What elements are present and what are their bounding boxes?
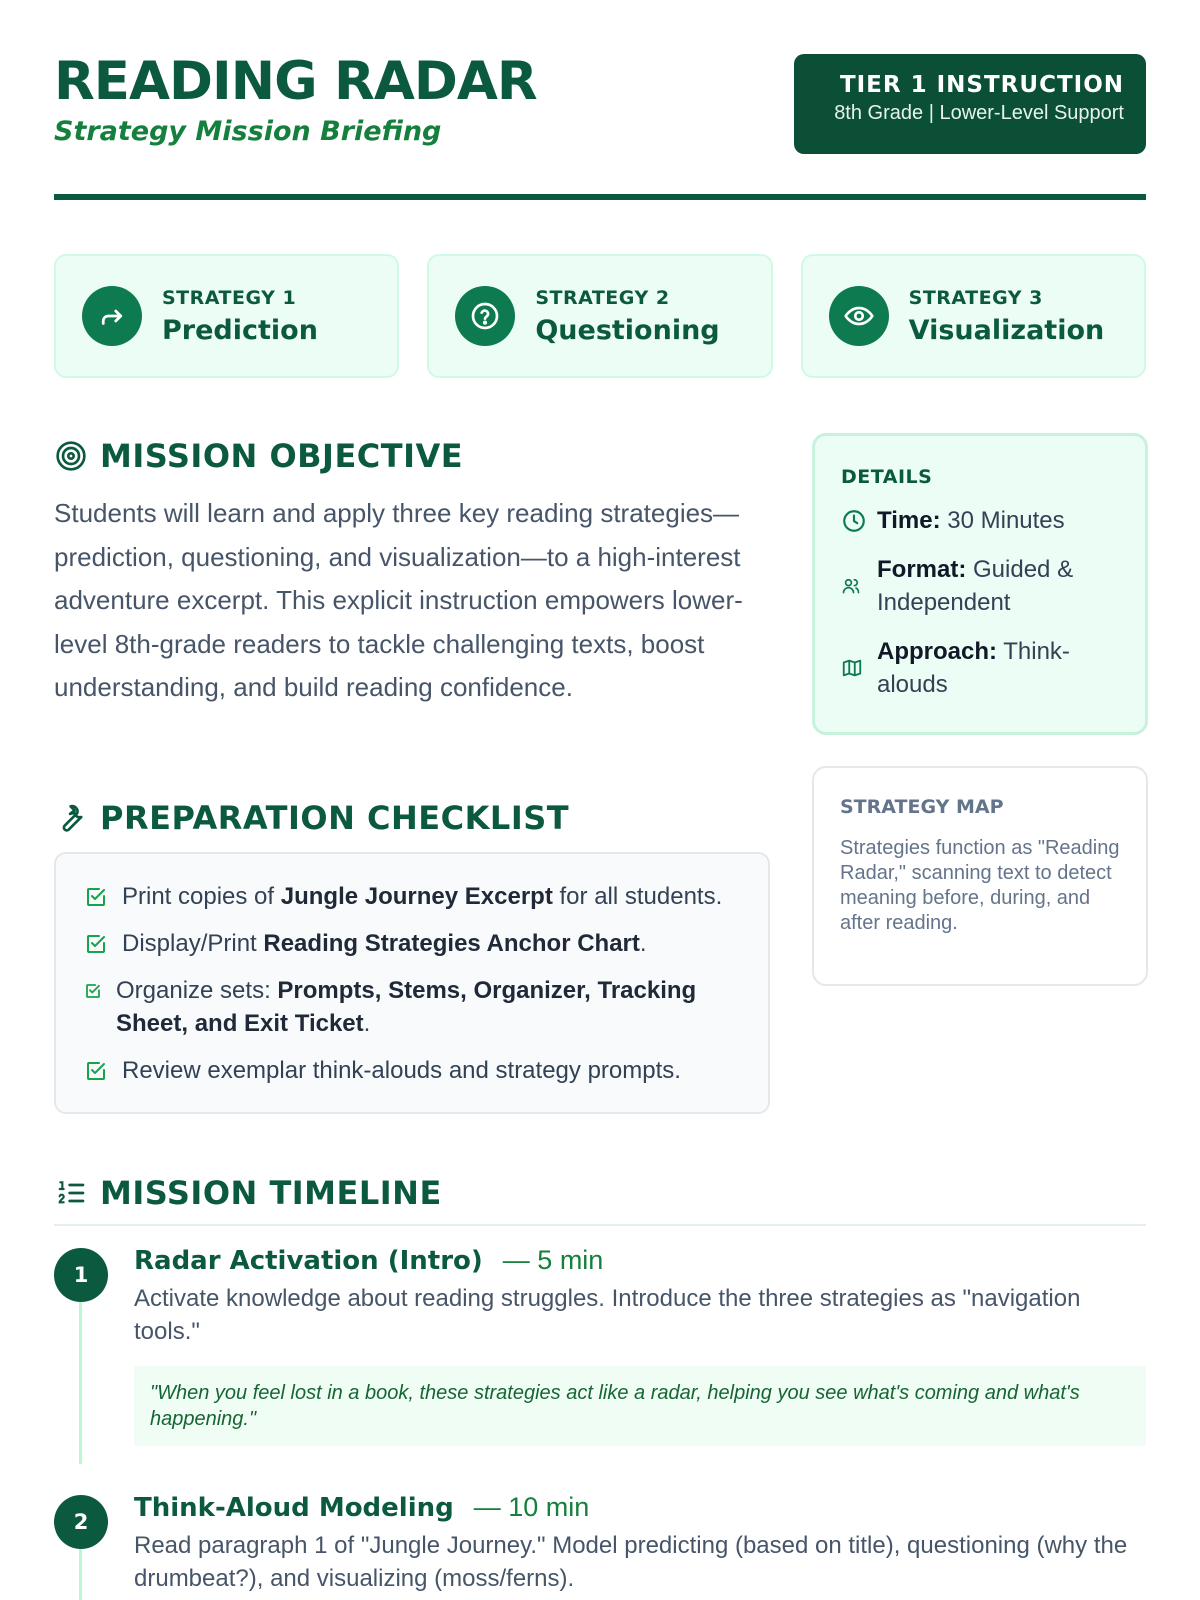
detail-label: Time: — [877, 507, 941, 534]
strategy-name: Prediction — [162, 314, 318, 346]
strategy-card-prediction — [54, 254, 399, 378]
checklist-text: Display/Print — [122, 930, 264, 957]
checklist-text: Print copies of — [122, 883, 281, 910]
checklist-heading — [54, 799, 569, 837]
detail-value: Think-alouds — [877, 638, 1070, 698]
detail-approach — [841, 635, 1123, 701]
strategy-card-visualization — [801, 254, 1146, 378]
numbered-list-icon — [54, 1176, 88, 1210]
checklist-text: Organize sets: — [116, 977, 278, 1004]
strategy-card-questioning — [427, 254, 772, 378]
strategy-name: Visualization — [908, 314, 1105, 346]
detail-format — [841, 553, 1123, 619]
timeline-step-title: Radar Activation (Intro) — [134, 1246, 483, 1276]
timeline-step-number: 2 — [54, 1495, 108, 1549]
checklist-bold: Jungle Journey Excerpt — [280, 883, 553, 910]
strategy-map-card — [812, 766, 1148, 986]
checklist-bold: Prompts, Stems, Organizer, Tracking Sheet, and Exit Ticket — [116, 977, 697, 1037]
timeline-divider — [54, 1224, 1146, 1226]
strategy-kicker: STRATEGY 2 — [535, 286, 670, 309]
timeline-step-number: 1 — [54, 1248, 108, 1302]
checkbox-checked-icon — [84, 1054, 110, 1087]
timeline-step — [134, 1492, 1146, 1595]
detail-label: Approach: — [877, 638, 997, 665]
detail-label: Format: — [877, 556, 967, 583]
checklist-text: . — [639, 930, 647, 957]
timeline-step — [134, 1245, 1146, 1446]
wrench-icon — [54, 801, 88, 835]
strategy-kicker: STRATEGY 1 — [162, 286, 297, 309]
section-title: MISSION OBJECTIVE — [100, 437, 464, 475]
section-title: PREPARATION CHECKLIST — [100, 799, 570, 837]
checklist-text: . — [363, 1010, 371, 1037]
section-title: MISSION TIMELINE — [100, 1174, 442, 1212]
checklist-text: Review exemplar think-alouds and strategy prompts. — [122, 1057, 681, 1084]
details-card — [812, 433, 1148, 735]
checkbox-checked-icon — [84, 927, 110, 960]
timeline-step-title: Think-Aloud Modeling — [134, 1493, 454, 1523]
detail-value: Guided & Independent — [877, 556, 1074, 616]
detail-time — [841, 504, 1123, 537]
eye-icon — [829, 286, 889, 346]
checklist-bold: Reading Strategies Anchor Chart — [263, 930, 640, 957]
preparation-checklist — [54, 852, 770, 1114]
details-kicker: DETAILS — [841, 466, 933, 488]
timeline-step-time: — 5 min — [502, 1245, 604, 1275]
timeline-step-time: — 10 min — [473, 1492, 590, 1522]
detail-value: 30 Minutes — [947, 507, 1065, 534]
page-header — [54, 52, 1146, 202]
header-divider — [54, 194, 1146, 200]
checklist-item — [84, 880, 742, 913]
timeline-step-description: Activate knowledge about reading struggles. Introduce the three strategies as "navigation tools." — [134, 1285, 1081, 1345]
tier-badge — [794, 54, 1146, 154]
arrow-turn-right-icon — [82, 286, 142, 346]
page-subtitle: Strategy Mission Briefing — [54, 116, 442, 147]
target-icon — [54, 439, 88, 473]
strategy-kicker: STRATEGY 3 — [908, 286, 1043, 309]
map-icon — [841, 657, 869, 679]
page-title: READING RADAR — [54, 51, 537, 112]
checklist-item — [84, 974, 742, 1040]
strategy-map-kicker: STRATEGY MAP — [840, 796, 1004, 818]
users-icon — [841, 576, 869, 596]
timeline-heading — [54, 1174, 442, 1212]
strategy-cards — [54, 254, 1146, 378]
question-circle-icon — [455, 286, 515, 346]
strategy-map-text: Strategies function as "Reading Radar," scanning text to detect meaning before, during, and after reading. — [840, 837, 1120, 934]
tier-badge-subtitle: 8th Grade | Lower-Level Support — [834, 102, 1124, 124]
checklist-item — [84, 927, 742, 960]
tier-badge-title: TIER 1 INSTRUCTION — [839, 72, 1124, 98]
clock-icon — [841, 508, 869, 534]
checkbox-checked-icon — [84, 880, 110, 913]
checklist-text: for all students. — [552, 883, 723, 910]
timeline-connector — [79, 1546, 82, 1600]
timeline-step-description: Read paragraph 1 of "Jungle Journey." Model predicting (based on title), questioning (why the drumbeat?), and visualizing (moss/ferns). — [134, 1532, 1128, 1592]
objective-heading — [54, 437, 463, 475]
timeline-connector — [79, 1300, 82, 1464]
timeline-step-quote: "When you feel lost in a book, these strategies act like a radar, helping you see what's coming and what's happening." — [134, 1366, 1146, 1446]
strategy-name: Questioning — [535, 314, 720, 346]
checklist-item — [84, 1054, 742, 1087]
checkbox-checked-icon — [84, 974, 104, 1007]
objective-text: Students will learn and apply three key reading strategies—prediction, questioning, and visualization—to a high-interest adventure excerpt. This explicit instruction empowers lower-level 8th-grade readers to tackle challenging texts, boost understanding, and build reading confidence. — [54, 498, 743, 702]
